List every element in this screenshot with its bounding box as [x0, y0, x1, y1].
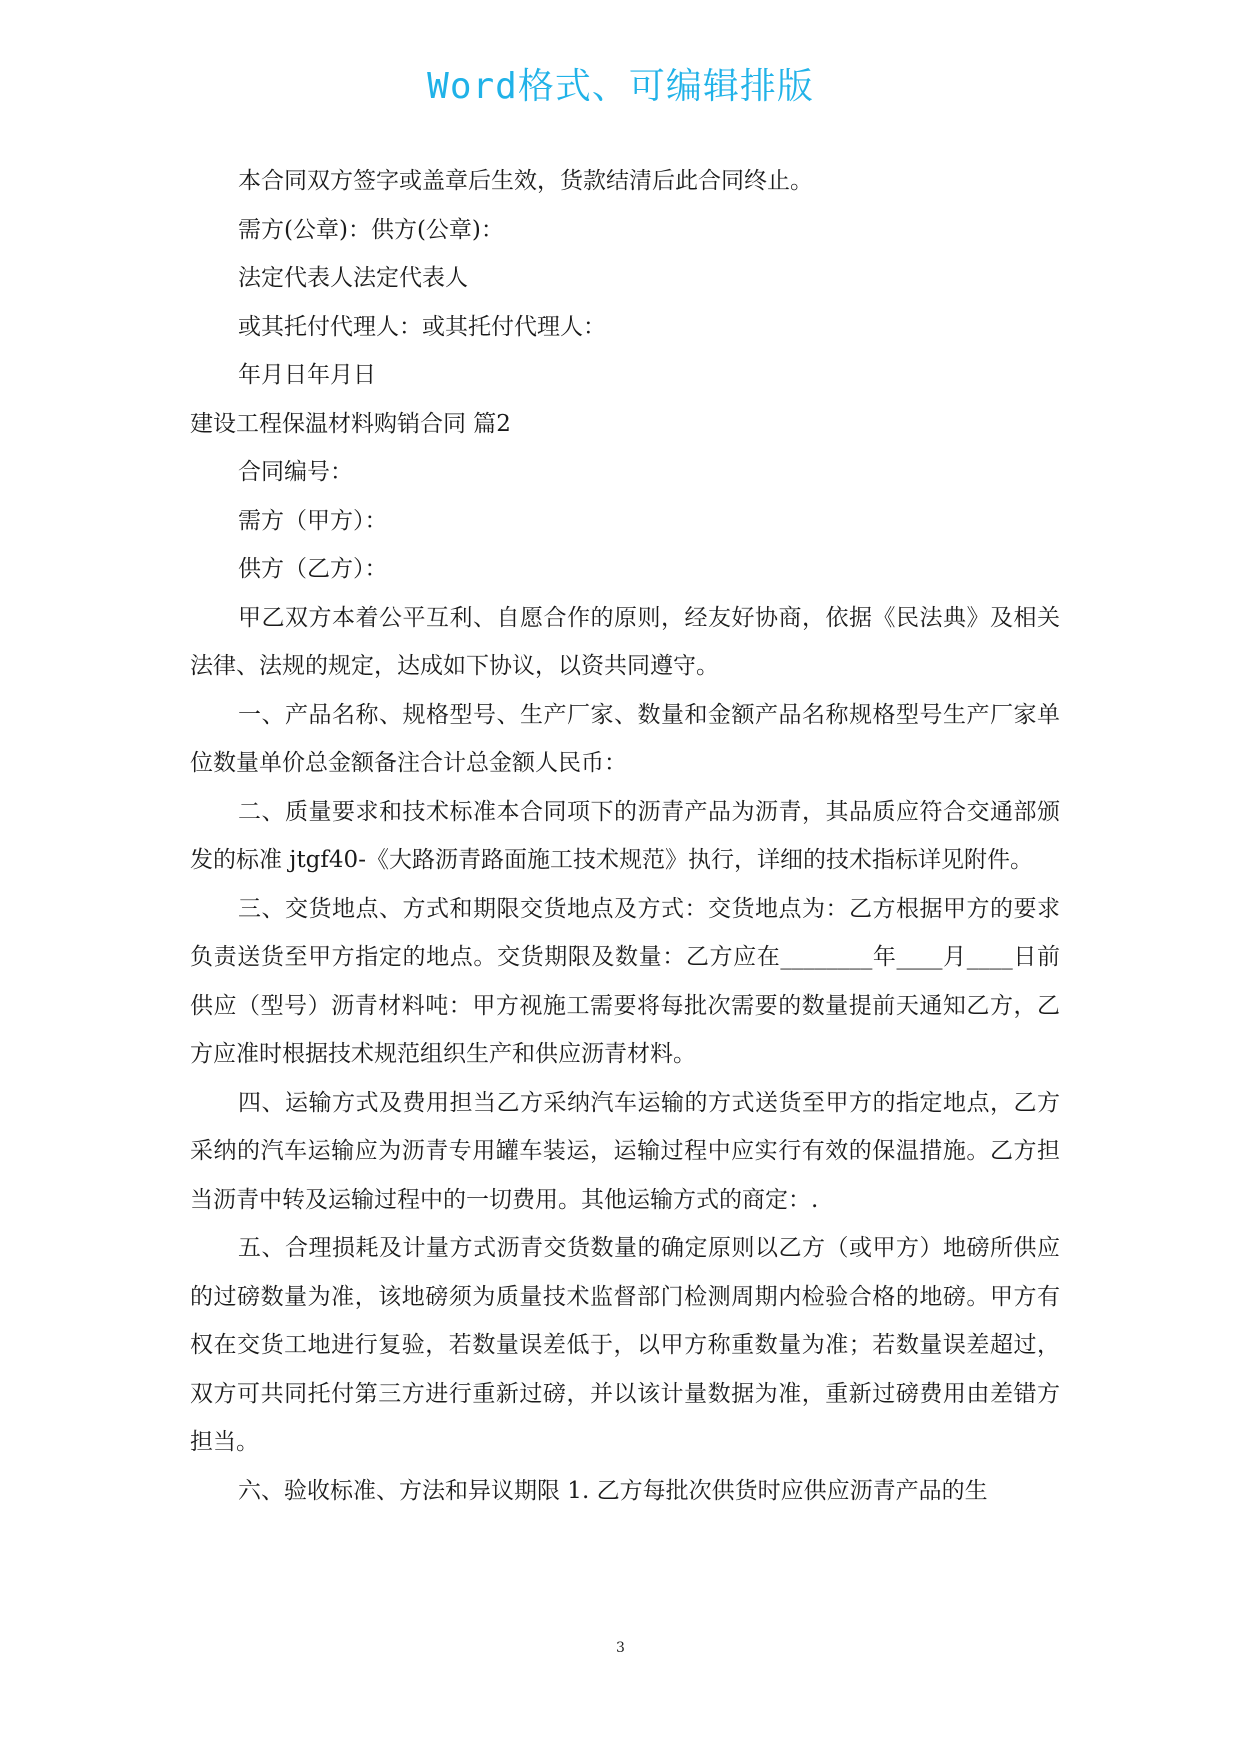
paragraph: 法定代表人法定代表人 [238, 265, 468, 291]
section-heading: 建设工程保温材料购销合同 篇2 [190, 410, 511, 437]
document-body [190, 157, 1060, 1515]
paragraph: 需方(公章)：供方(公章)： [238, 216, 504, 243]
paragraph: 四、运输方式及费用担当乙方采纳汽车运输的方式送货至甲方的指定地点，乙方采纳的汽车运输应为沥青专用罐车装运，运输过程中应实行有效的保温措施。乙方担当沥青中转及运输过程中的一切费用。其他运输方式的商定：. [190, 1089, 1060, 1213]
paragraph: 一、产品名称、规格型号、生产厂家、数量和金额产品名称规格型号生产厂家单位数量单价总金额备注合计总金额人民币： [190, 701, 1060, 776]
paragraph: 五、合理损耗及计量方式沥青交货数量的确定原则以乙方（或甲方）地磅所供应的过磅数量为准，该地磅须为质量技术监督部门检测周期内检验合格的地磅。甲方有权在交货工地进行复验，若数量误差低于，以甲方称重数量为准；若数量误差超过，双方可共同托付第三方进行重新过磅，并以该计量数据为准，重新过磅费用由差错方担当。 [190, 1235, 1060, 1455]
page-number: 3 [616, 1640, 625, 1656]
paragraph: 供方（乙方）： [238, 556, 388, 582]
paragraph: 年月日年月日 [238, 362, 376, 388]
paragraph: 二、质量要求和技术标准本合同项下的沥青产品为沥青，其品质应符合交通部颁发的标准 jtgf40-《大路沥青路面施工技术规范》执行，详细的技术指标详见附件。 [190, 798, 1060, 873]
paragraph: 需方（甲方）： [238, 507, 388, 534]
paragraph: 或其托付代理人：或其托付代理人： [238, 313, 606, 340]
paragraph: 甲乙双方本着公平互利、自愿合作的原则，经友好协商，依据《民法典》及相关法律、法规的规定，达成如下协议，以资共同遵守。 [190, 604, 1060, 679]
paragraph: 本合同双方签字或盖章后生效，货款结清后此合同终止。 [238, 168, 813, 194]
paragraph: 合同编号： [238, 459, 353, 485]
paragraph: 六、验收标准、方法和异议期限 1. 乙方每批次供货时应供应沥青产品的生 [238, 1477, 988, 1504]
paragraph: 三、交货地点、方式和期限交货地点及方式：交货地点为：乙方根据甲方的要求负责送货至甲方指定的地点。交货期限及数量：乙方应在________年____月____日前供应（型号）沥青材料吨：甲方视施工需要将每批次需要的数量提前天通知乙方，乙方应准时根据技术规范组织生产和供应沥青材料。 [190, 895, 1061, 1067]
header-title: Word格式、可编辑排版 [427, 66, 814, 107]
